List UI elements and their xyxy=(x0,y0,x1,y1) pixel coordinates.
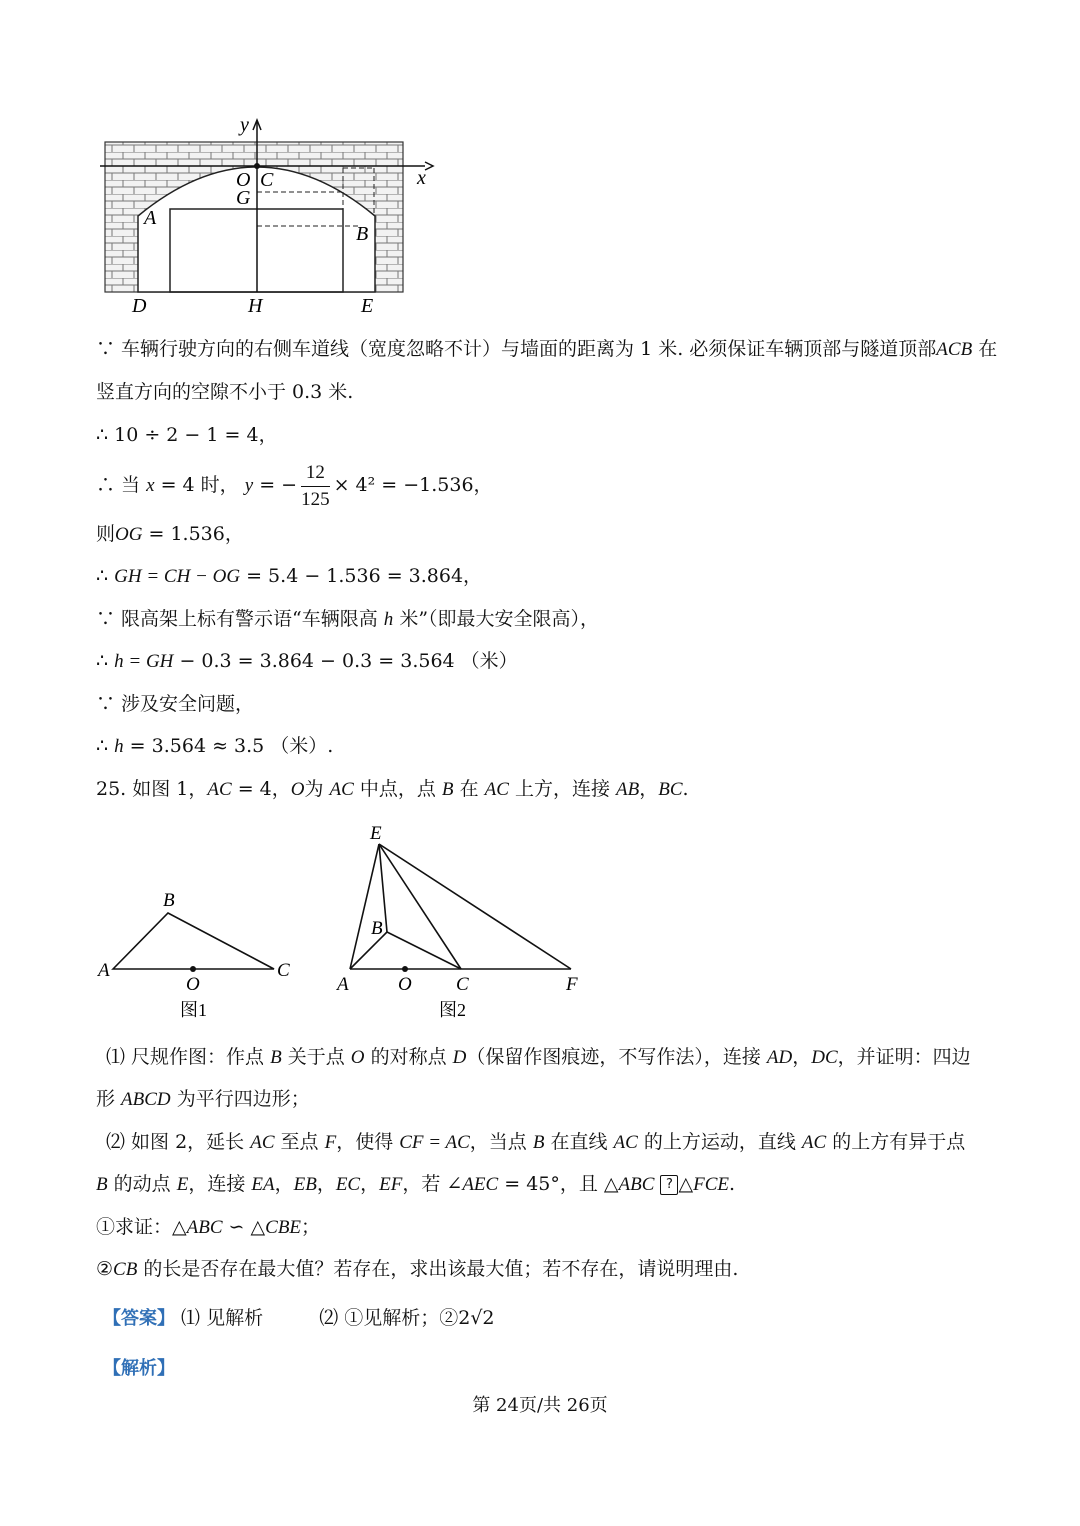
fig2-label-B: B xyxy=(371,918,383,939)
question-2-sub-1: ①求证：△ABC ∽ △CBE； xyxy=(96,1216,321,1238)
solution-line-4: ∴ 当 x = 4 时， y = − $\frac{12}{125}$ × 4² = −1.536， xyxy=(96,456,493,515)
label-H: H xyxy=(248,295,263,317)
question-1-line-1: ⑴ 尺规作图：作点 B 关于点 O 的对称点 D（保留作图痕迹，不写作法），连接 AD，DC，并证明：四边 xyxy=(106,1046,971,1068)
fig1-label-B: B xyxy=(163,890,175,911)
solution-line-10: ∴ h = 3.564 ≈ 3.5 （米）. xyxy=(96,735,334,757)
fig1-label-A: A xyxy=(98,960,110,981)
label-A: A xyxy=(144,207,157,229)
fig2-label-C: C xyxy=(456,974,469,995)
fig1-caption: 图1 xyxy=(180,1000,207,1020)
question-2-line-1: ⑵ 如图 2，延长 AC 至点 F，使得 CF = AC，当点 B 在直线 AC 的上方运动，直线 AC 的上方有异于点 xyxy=(106,1131,966,1153)
label-E: E xyxy=(361,295,374,317)
solution-line-3: ∴ 10 ÷ 2 − 1 = 4， xyxy=(96,424,278,446)
fig2-label-O: O xyxy=(398,974,412,995)
label-C: C xyxy=(260,169,274,191)
label-x: x xyxy=(417,167,426,189)
answer-tag: 【答案】 xyxy=(103,1308,175,1329)
answer-line: 【答案】 ⑴ 见解析 ⑵ ①见解析；②2√2 xyxy=(103,1307,495,1329)
fig2-caption: 图2 xyxy=(439,1000,466,1020)
missing-symbol-box: ? xyxy=(660,1175,678,1195)
tunnel-figure xyxy=(90,110,440,320)
page-footer: 第 24页/共 26页 xyxy=(472,1395,608,1416)
analysis-line xyxy=(103,1354,175,1383)
fig2-label-E: E xyxy=(370,823,382,844)
figure-2 xyxy=(330,820,595,1025)
fraction-12-125: $\frac{12}{125}$ xyxy=(301,461,330,510)
label-O: O xyxy=(236,169,251,191)
fig2-label-A: A xyxy=(337,974,349,995)
fig1-label-O: O xyxy=(186,974,200,995)
solution-line-1: ∵ 车辆行驶方向的右侧车道线（宽度忽略不计）与墙面的距离为 1 米. 必须保证车辆顶部与隧道顶部ACB 在 xyxy=(96,338,998,360)
analysis-tag: 【解析】 xyxy=(103,1358,175,1379)
label-G: G xyxy=(236,187,251,209)
label-B: B xyxy=(356,223,369,245)
fig2-label-F: F xyxy=(566,974,578,995)
fig1-label-C: C xyxy=(277,960,290,981)
solution-line-5: 则OG = 1.536， xyxy=(96,523,244,545)
solution-line-6: ∴ GH = CH − OG = 5.4 − 1.536 = 3.864， xyxy=(96,565,483,587)
figure-1 xyxy=(92,885,302,1025)
solution-line-8: ∴ h = GH − 0.3 = 3.864 − 0.3 = 3.564 （米） xyxy=(96,650,518,672)
label-D: D xyxy=(132,295,147,317)
solution-line-7: ∵ 限高架上标有警示语“车辆限高 h 米”（即最大安全限高）， xyxy=(96,608,600,630)
question-2-sub-2: ②CB 的长是否存在最大值？若存在，求出该最大值；若不存在，请说明理由. xyxy=(96,1258,739,1280)
label-y: y xyxy=(240,114,249,136)
solution-line-9: ∵ 涉及安全问题， xyxy=(96,693,255,715)
solution-line-2: 竖直方向的空隙不小于 0.3 米. xyxy=(96,381,354,403)
question-2-line-2: B 的动点 E，连接 EA，EB，EC，EF，若 ∠AEC = 45°，且 △ABC ? △FCE. xyxy=(96,1173,736,1195)
question-1-line-2: 形 ABCD 为平行四边形； xyxy=(96,1088,310,1110)
problem-25-stem: 25. 如图 1，AC = 4，O为 AC 中点，点 B 在 AC 上方，连接 AB，BC. xyxy=(96,778,689,800)
